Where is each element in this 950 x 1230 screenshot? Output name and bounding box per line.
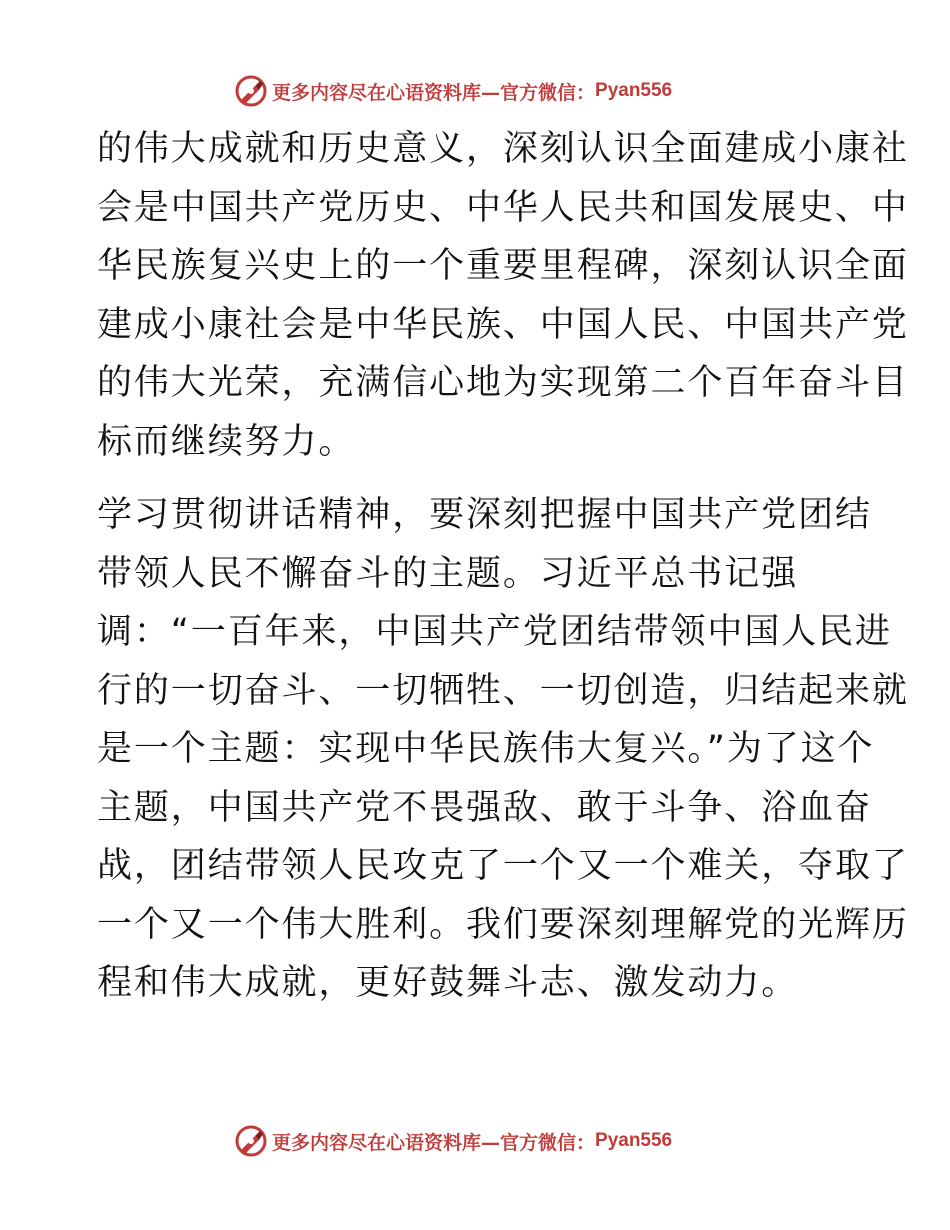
text-line: 调：“一百年来，中国共产党团结带领中国人民进 — [97, 612, 892, 652]
document-body — [97, 120, 909, 1013]
text-line: 战，团结带领人民攻克了一个又一个难关，夺取了 — [97, 846, 909, 886]
text-line: 学习贯彻讲话精神，要深刻把握中国共产党团结 — [97, 495, 872, 535]
header-banner-text: 更多内容尽在心语资料库—官方微信： — [272, 81, 596, 104]
text-line: 的伟大光荣，充满信心地为实现第二个百年奋斗目 — [97, 363, 909, 403]
text-line: 一个又一个伟大胜利。我们要深刻理解党的光辉历 — [97, 904, 909, 945]
paragraph-1 — [97, 120, 909, 471]
text-line: 主题，中国共产党不畏强敌、敢于斗争、浴血奋 — [97, 787, 872, 828]
footer-banner-text: 更多内容尽在心语资料库—官方微信： — [272, 1131, 596, 1154]
text-line: 标而继续努力。 — [97, 421, 356, 462]
text-line: 带领人民不懈奋斗的主题。习近平总书记强 — [97, 553, 799, 594]
footer-wechat-id: Pyan556 — [595, 1130, 673, 1151]
paragraph-2 — [97, 486, 909, 1013]
text-line: 的伟大成就和历史意义，深刻认识全面建成小康社 — [97, 129, 909, 169]
text-line: 是一个主题：实现中华民族伟大复兴。”为了这个 — [97, 729, 875, 769]
footer-banner — [234, 1123, 672, 1159]
text-line: 会是中国共产党历史、中华人民共和国发展史、中 — [97, 187, 909, 228]
header-wechat-id: Pyan556 — [595, 80, 673, 101]
text-line: 程和伟大成就，更好鼓舞斗志、激发动力。 — [97, 963, 799, 1003]
pen-logo-icon — [234, 74, 268, 108]
header-banner — [234, 73, 672, 109]
text-line: 行的一切奋斗、一切牺牲、一切创造，归结起来就 — [97, 670, 909, 711]
text-line: 建成小康社会是中华民族、中国人民、中国共产党 — [97, 304, 909, 345]
pen-logo-icon — [234, 1124, 268, 1158]
text-line: 华民族复兴史上的一个重要里程碑，深刻认识全面 — [97, 246, 909, 286]
